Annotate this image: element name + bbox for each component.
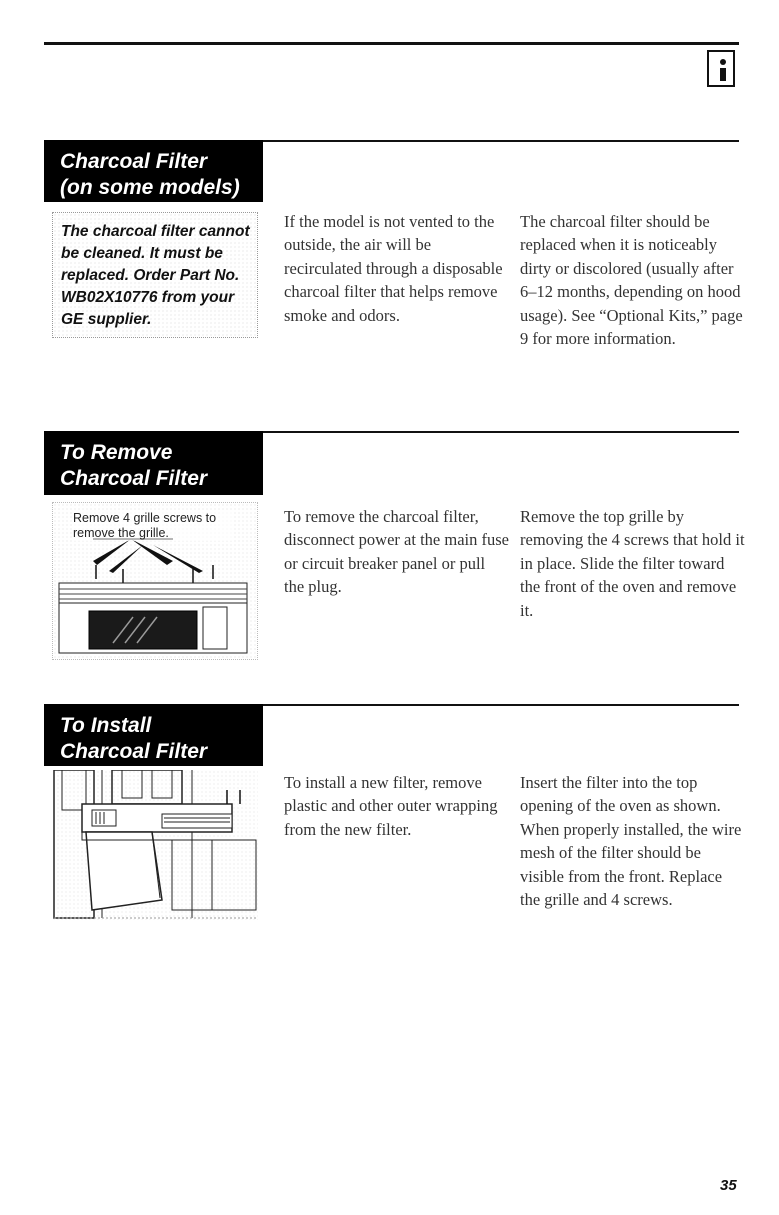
top-rule	[44, 42, 739, 45]
section-heading-to-remove	[44, 431, 263, 495]
heading-line-1: To Install	[60, 714, 152, 737]
heading-line-1: Charcoal Filter	[60, 150, 208, 173]
body-text: The charcoal filter should be replaced when it is noticeably dirty or discolored (usually after 6–12 months, depending on hood usage). See “Optional Kits,” page 9 for more information.	[520, 212, 743, 349]
heading-line-1: To Remove	[60, 441, 173, 464]
body-text: To install a new filter, remove plastic and other outer wrapping from the new filter.	[284, 773, 498, 839]
heading-line-2: Charcoal Filter	[60, 740, 208, 763]
section-rule	[263, 704, 739, 706]
note-text: The charcoal filter cannot be cleaned. It must be replaced. Order Part No. WB02X10776 from your GE supplier.	[61, 223, 250, 328]
body-text: Insert the filter into the top opening of the oven as shown. When properly installed, the wire mesh of the filter should be visible from the front. Replace the grille and 4 screws.	[520, 773, 742, 910]
section-heading-charcoal-filter	[44, 140, 263, 202]
grille-screws-illustration	[52, 502, 258, 660]
section-rule	[263, 431, 739, 433]
body-text: Remove the top grille by removing the 4 screws that hold it in place. Slide the filter toward the front of the oven and remove it.	[520, 507, 745, 620]
body-text: To remove the charcoal filter, disconnect power at the main fuse or circuit breaker panel or pull the plug.	[284, 507, 509, 597]
info-icon	[707, 50, 735, 87]
section-heading-to-install	[44, 704, 263, 766]
figure-caption: Remove 4 grille screws to remove the grille.	[73, 511, 233, 541]
install-filter-illustration	[52, 770, 258, 920]
replacement-note	[52, 212, 258, 338]
heading-line-2: (on some models)	[60, 176, 240, 199]
section-rule	[263, 140, 739, 142]
page-number: 35	[720, 1177, 737, 1194]
body-text: If the model is not vented to the outside, the air will be recirculated through a disposable charcoal filter that helps remove smoke and odors.	[284, 212, 503, 325]
heading-line-2: Charcoal Filter	[60, 467, 208, 490]
